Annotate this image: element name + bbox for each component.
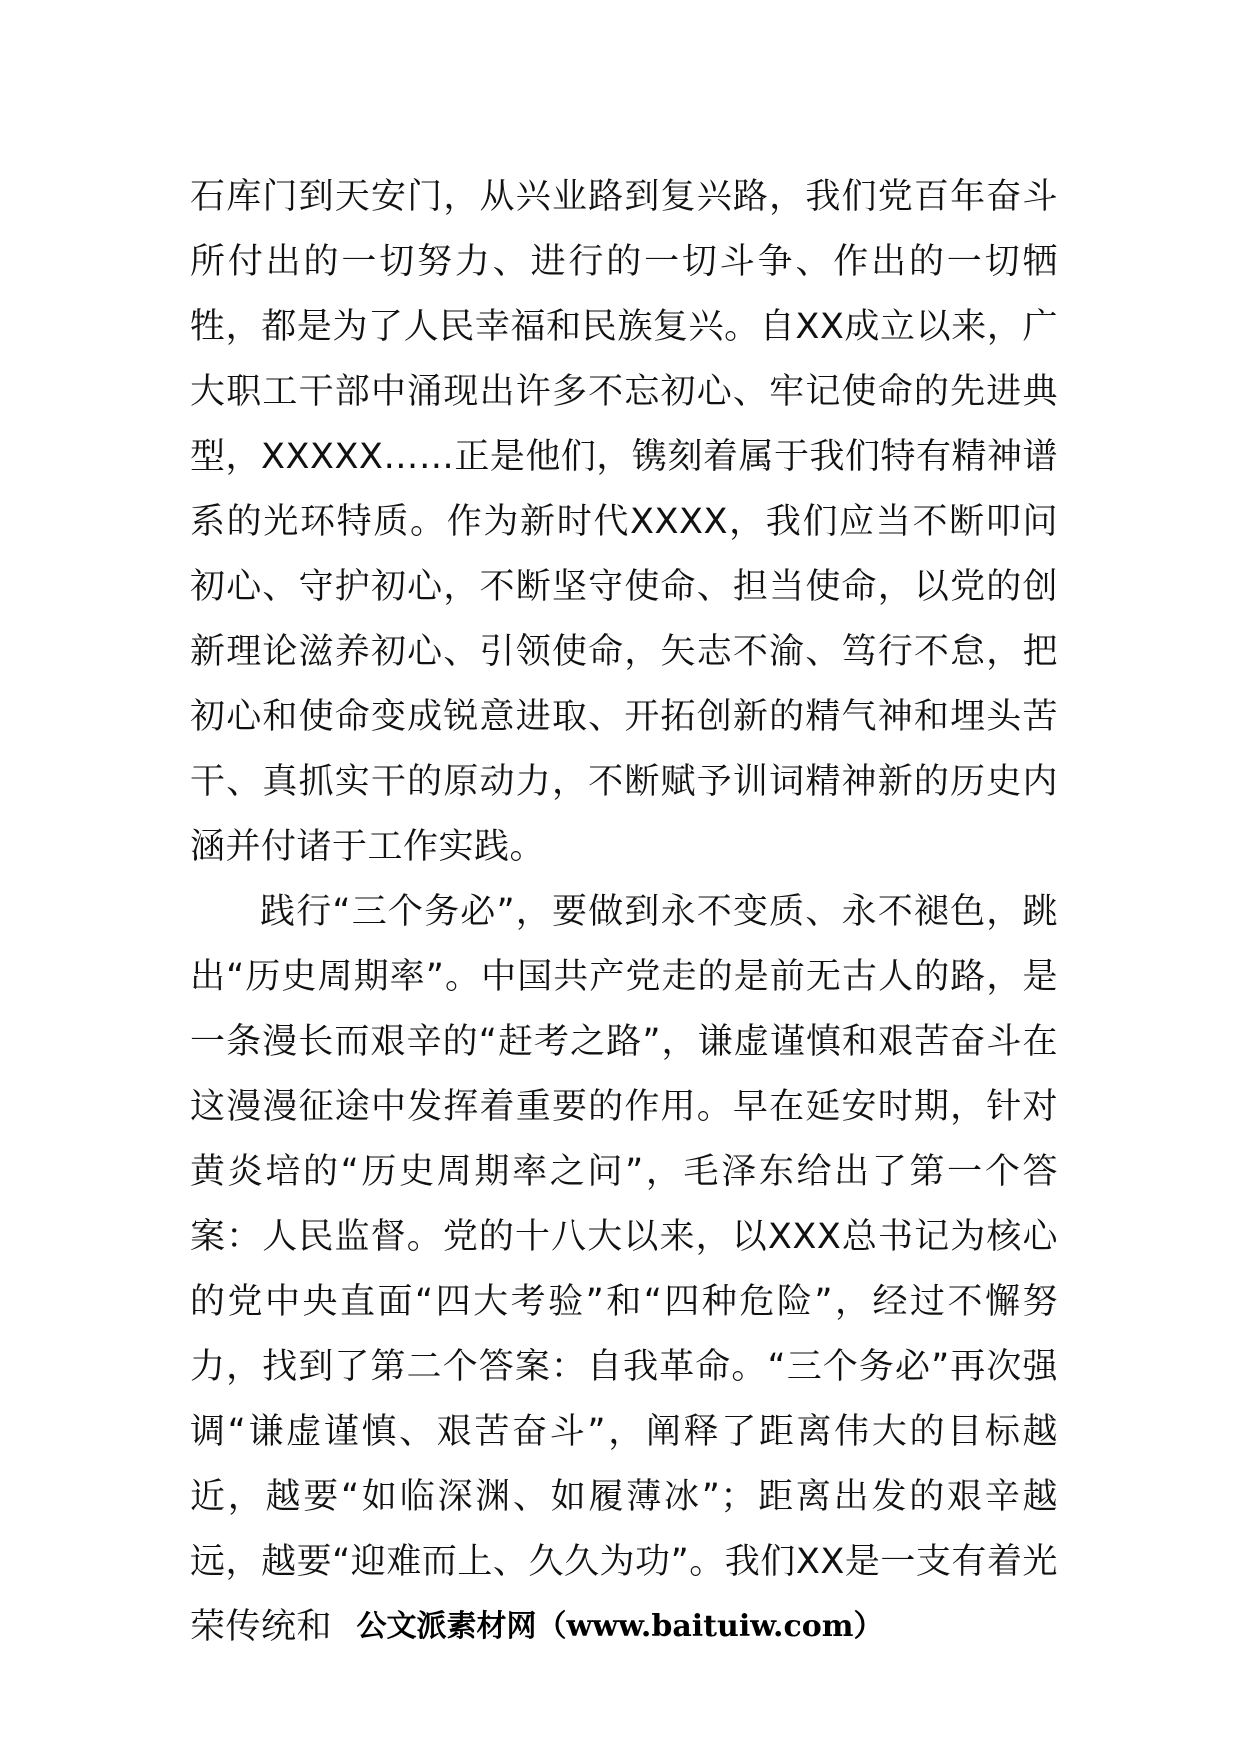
paragraph-2: 践行“三个务必”，要做到永不变质、永不褪色，跳出“历史周期率”。中国共产党走的是前无古人的路，是一条漫长而艰辛的“赶考之路”，谦虚谨慎和艰苦奋斗在这漫漫征途中发挥着重要的作用。早在延安时期，针对黄炎培的“历史周期率之问”，毛泽东给出了第一个答案：人民监督。党的十八大以来，以XXX总书记为核心的党中央直面“四大考验”和“四种危险”，经过不懈努力，找到了第二个答案：自我革命。“三个务必”再次强调“谦虚谨慎、艰苦奋斗”，阐释了距离伟大的目标越近，越要“如临深渊、如履薄冰”；距离出发的艰辛越远，越要“迎难而上、久久为功”。我们XX是一支有着光荣传统和	[190, 892, 1058, 1647]
document-body	[190, 165, 1058, 1660]
footer-watermark: 公文派素材网（www.baituiw.com）	[356, 1609, 884, 1644]
paragraph-1: 石库门到天安门，从兴业路到复兴路，我们党百年奋斗所付出的一切努力、进行的一切斗争、作出的一切牺牲，都是为了人民幸福和民族复兴。自XX成立以来，广大职工干部中涌现出许多不忘初心、牢记使命的先进典型，XXXXX……正是他们，镌刻着属于我们特有精神谱系的光环特质。作为新时代XXXX，我们应当不断叩问初心、守护初心，不断坚守使命、担当使命，以党的创新理论滋养初心、引领使命，矢志不渝、笃行不怠，把初心和使命变成锐意进取、开拓创新的精气神和埋头苦干、真抓实干的原动力，不断赋予训词精神新的历史内涵并付诸于工作实践。	[190, 177, 1058, 867]
